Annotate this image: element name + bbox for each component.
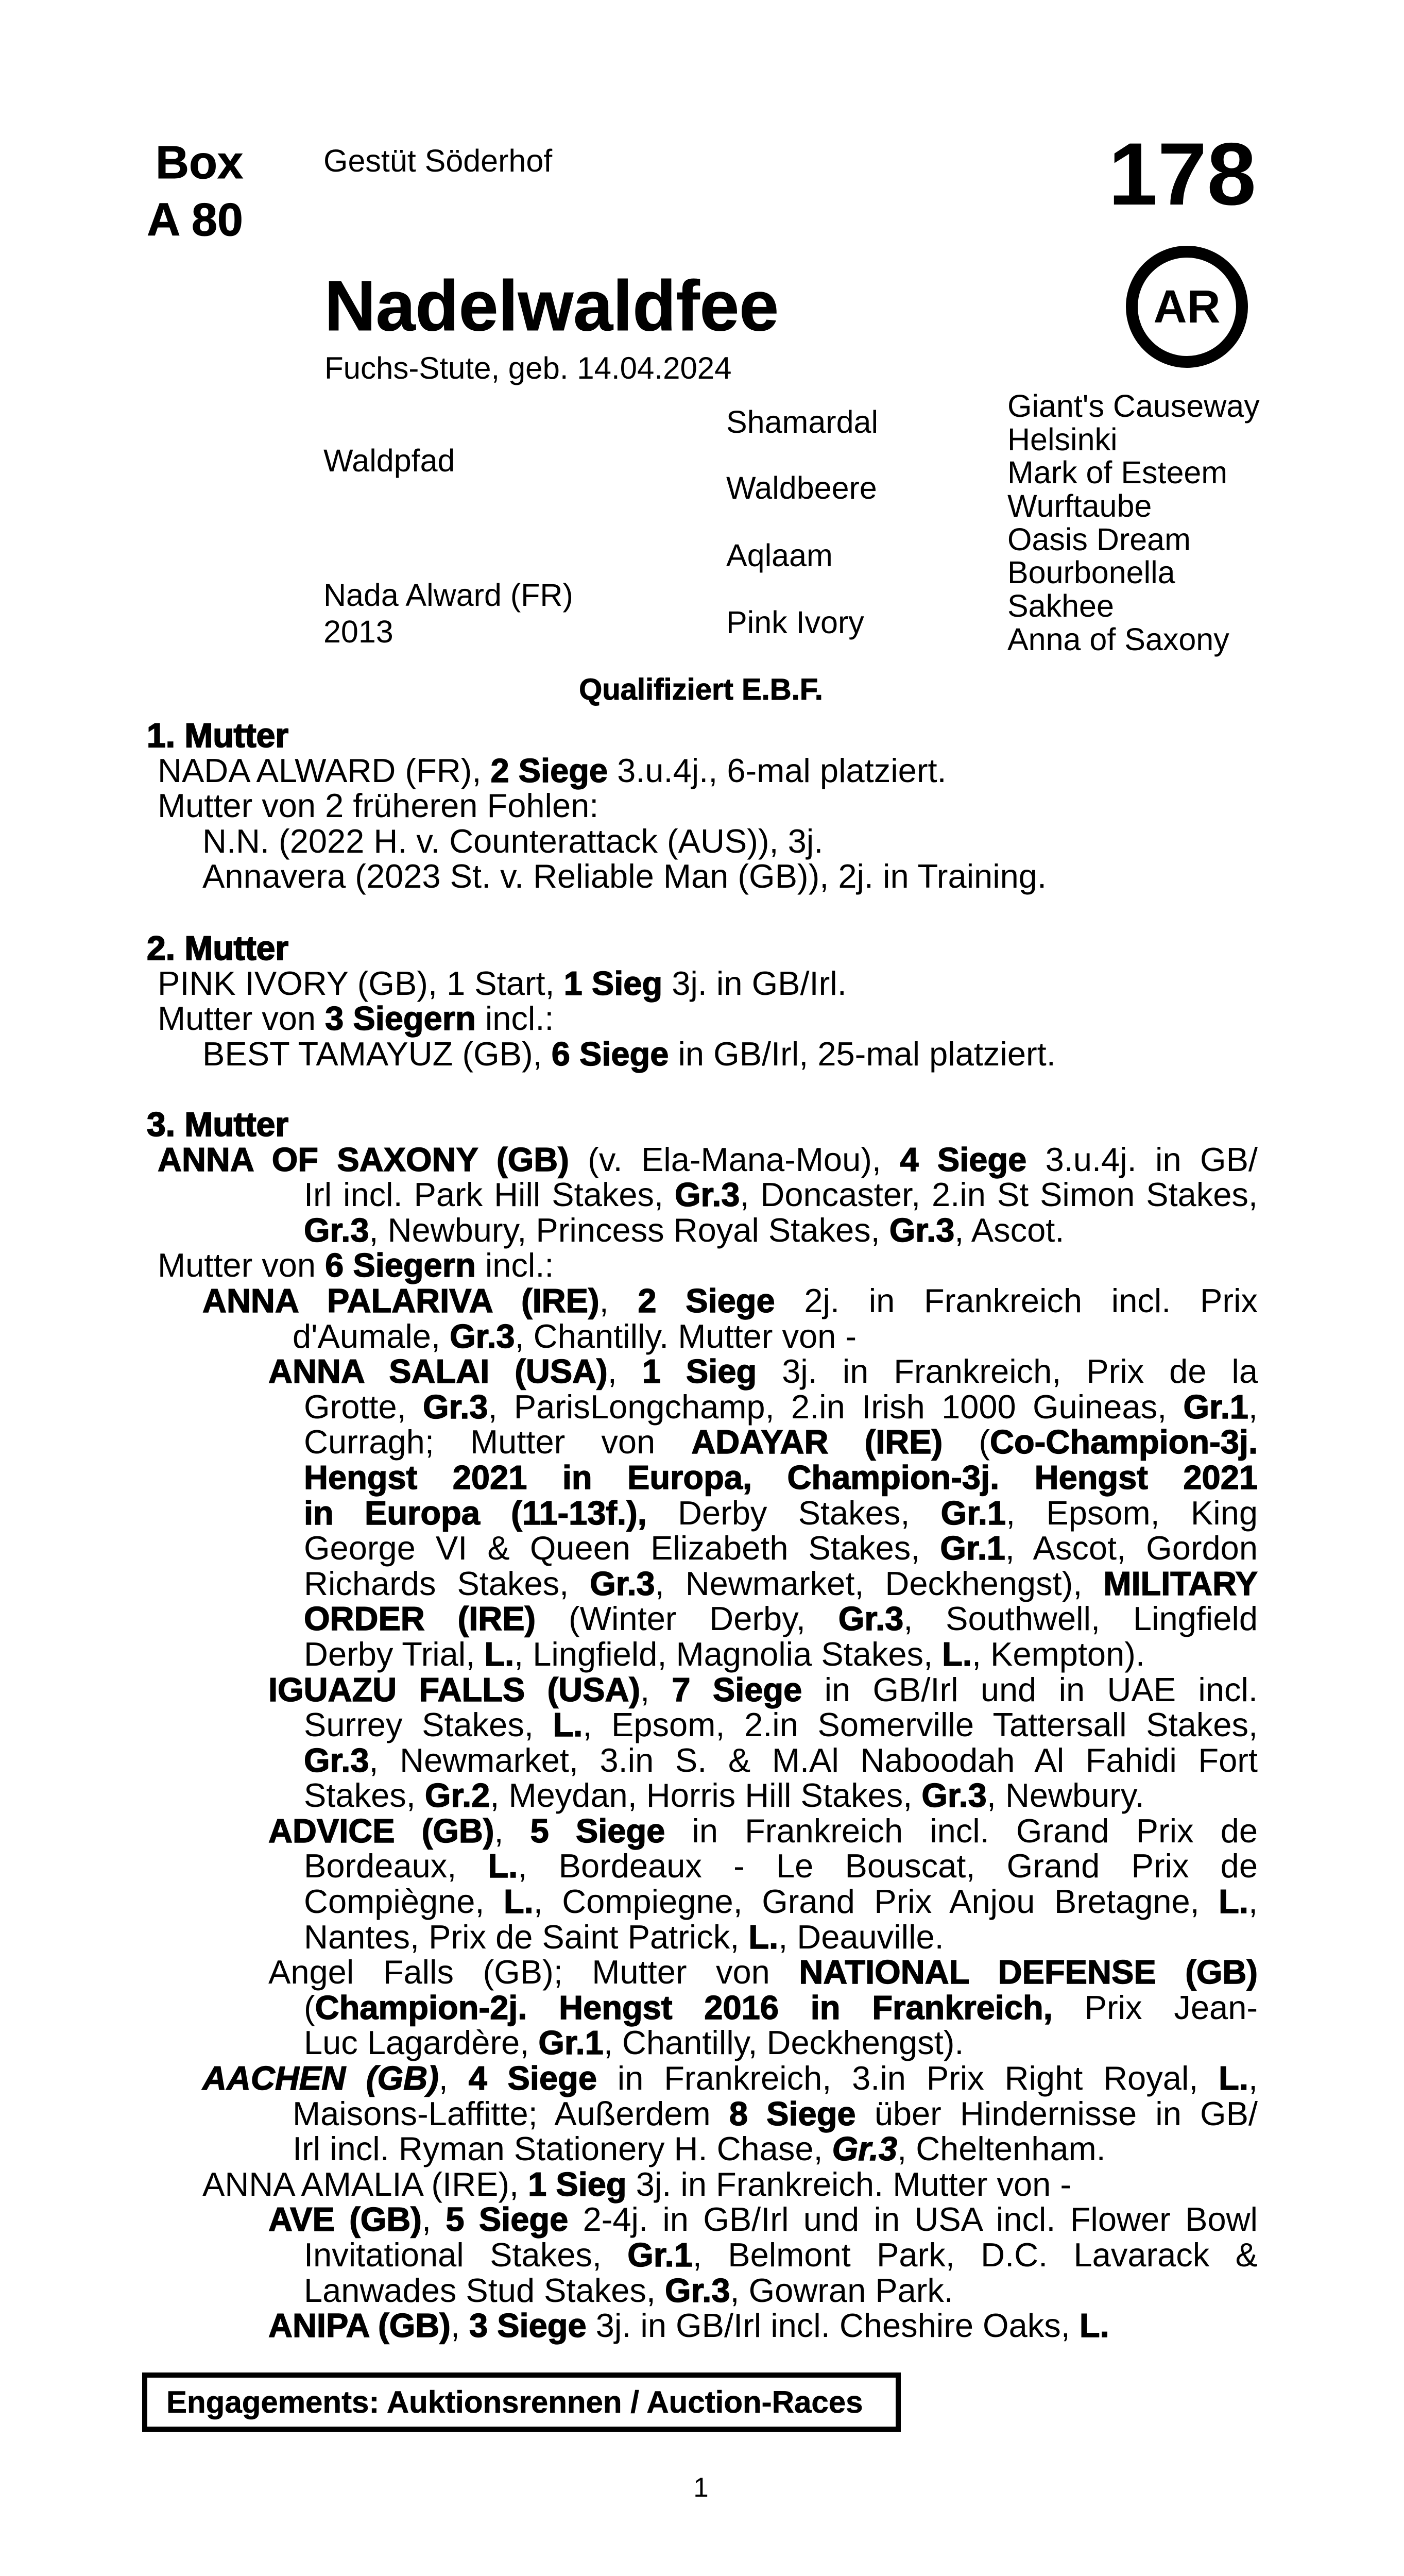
line-content [268, 2307, 1109, 2344]
text-line [0, 1884, 1258, 1920]
bold-text-run: Gr.1 [940, 1529, 1005, 1567]
text-run: in GB/Irl und in UAE incl. [802, 1670, 1258, 1708]
box-number: A 80 [147, 194, 243, 246]
bold-text-run: 2 Siege [638, 1281, 775, 1319]
text-line [0, 2273, 1258, 2309]
badge-label: AR [1153, 281, 1221, 333]
text-run: Irl incl. Park Hill Stakes, [304, 1176, 675, 1214]
text-line [0, 1354, 1258, 1389]
text-line [0, 1778, 1258, 1814]
text-run: , Cheltenham. [897, 2130, 1106, 2168]
text-run: , ParisLongchamp, 2.in Irish 1000 Guineas, [488, 1387, 1184, 1426]
bold-text-run: Gr.1 [627, 2236, 693, 2274]
bold-text-run: L. [503, 1883, 534, 1921]
text-line [0, 1601, 1258, 1637]
text-run: , Southwell, Lingfield [903, 1600, 1258, 1638]
text-run: , [421, 2200, 446, 2239]
section-heading: 3. Mutter [147, 1105, 289, 1143]
text-run: , [1248, 1387, 1258, 1426]
line-content [304, 1494, 1258, 1532]
bold-text-run: Gr.3 [665, 2271, 730, 2309]
text-line [0, 1955, 1258, 1990]
text-line [0, 1849, 1258, 1884]
text-run: in Frankreich, 3.in Prix Right Royal, [596, 2059, 1219, 2097]
section-heading: 2. Mutter [147, 929, 289, 967]
bold-text-run: 1 Sieg [563, 964, 663, 1002]
line-content [304, 1600, 1258, 1637]
text-run: Stakes, [304, 1776, 425, 1815]
line-content [304, 1388, 1258, 1426]
text-run: Surrey Stakes, [304, 1706, 553, 1744]
line-content [304, 1459, 1258, 1496]
bold-text-run: ANNA SALAI (USA) [268, 1352, 608, 1391]
text-run: , Doncaster, 2.in St Simon Stakes, [740, 1176, 1258, 1214]
text-run: in GB/Irl, 25-mal platziert. [669, 1035, 1056, 1073]
pedigree-sire: Waldpfad [323, 443, 455, 478]
line-content [304, 1529, 1258, 1567]
line-content [304, 1883, 1258, 1920]
bold-text-run: MILITARY [1103, 1564, 1258, 1602]
bold-text-run: AACHEN (GB) [202, 2059, 439, 2097]
bold-text-run: Gr.2 [424, 1776, 490, 1815]
bold-text-run: 5 Siege [446, 2200, 569, 2239]
text-run: , Deauville. [778, 1918, 944, 1956]
text-line [0, 1001, 1258, 1037]
text-run: 3.u.4j. in GB/ [1026, 1140, 1258, 1178]
text-run: Nantes, Prix de Saint Patrick, [304, 1918, 749, 1956]
line-content [202, 1282, 1258, 1319]
text-run: , Chantilly, Deckhengst). [603, 2024, 964, 2062]
line-content [304, 1706, 1258, 1743]
text-run: , Ascot. [954, 1211, 1065, 1249]
text-line [0, 1637, 1258, 1672]
text-run: , [494, 1811, 530, 1850]
bold-text-run: Gr.1 [940, 1494, 1006, 1532]
text-run: incl.: [475, 999, 554, 1038]
line-content [158, 999, 554, 1037]
section-second-dam [0, 930, 1258, 1072]
bold-text-run: ANIPA (GB) [268, 2307, 451, 2345]
text-line [0, 1672, 1258, 1708]
pedigree-gen2-sire-sire: Shamardal [726, 404, 878, 439]
line-content [202, 822, 823, 860]
bold-text-run: ORDER (IRE) [304, 1600, 536, 1638]
text-line [0, 1037, 1258, 1072]
text-line [0, 2025, 1258, 2061]
bold-text-run: L. [484, 1635, 515, 1673]
text-run: , Compiegne, Grand Prix Anjou Bretagne, [533, 1883, 1219, 1921]
bold-text-run: L. [553, 1706, 583, 1744]
line-content [304, 1989, 1258, 2026]
pedigree-gen3-entry: Wurftaube [1007, 488, 1152, 524]
bold-text-run: Hengst 2021 in Europa, Champion-3j. Hengst 2021 [304, 1458, 1258, 1496]
bold-text-run: Co-Champion-3j. [990, 1423, 1258, 1461]
text-run: (v. Ela-Mana-Mou), [569, 1140, 900, 1178]
text-run: d'Aumale, [293, 1317, 450, 1355]
line-content [293, 2095, 1258, 2132]
text-run: , [1248, 2059, 1258, 2097]
text-line [0, 1213, 1258, 1248]
bold-text-run: Gr.3 [590, 1564, 655, 1602]
text-run: , Ascot, Gordon [1005, 1529, 1258, 1567]
auction-race-badge-icon [1126, 246, 1248, 368]
bold-text-run: 7 Siege [672, 1670, 802, 1708]
pedigree-dam: Nada Alward (FR) [323, 578, 573, 613]
text-run: , Chantilly. Mutter von - [515, 1317, 857, 1355]
text-run: Grotte, [304, 1387, 423, 1426]
section-first-dam [0, 718, 1258, 894]
text-line [0, 2238, 1258, 2273]
text-line [0, 966, 1258, 1002]
bold-text-run: 1 Sieg [528, 2165, 627, 2203]
text-run: Mutter von 2 früheren Fohlen: [158, 787, 599, 825]
text-run: Mutter von [158, 1246, 326, 1284]
text-run: , Newmarket, Deckhengst), [655, 1564, 1104, 1602]
text-line [0, 1811, 1258, 1850]
text-line [0, 2308, 1258, 2344]
bold-text-run: Gr.3 [832, 2130, 898, 2168]
bold-text-run: 8 Siege [729, 2094, 856, 2132]
text-run: (Winter Derby, [536, 1600, 838, 1638]
pedigree-gen3-entry: Bourbonella [1007, 555, 1175, 590]
pedigree-gen2-sire-dam: Waldbeere [726, 470, 877, 505]
line-content [202, 2059, 1258, 2097]
text-line [0, 1990, 1258, 2026]
text-run: NADA ALWARD (FR), [158, 751, 491, 789]
engagements-box [142, 2372, 901, 2432]
line-content [202, 857, 1047, 895]
text-run: , Epsom, King [1006, 1494, 1258, 1532]
text-line [0, 753, 1258, 789]
text-run: , [450, 2307, 469, 2345]
bold-text-run: Champion-2j. Hengst 2016 in Frankreich, [315, 1988, 1053, 2026]
pedigree-gen2-dam-sire: Aqlaam [726, 538, 833, 573]
line-content [202, 1035, 1056, 1073]
text-run: , Gowran Park. [730, 2271, 953, 2309]
text-run: ( [304, 1988, 315, 2026]
bold-text-run: 3 Siegern [325, 999, 476, 1038]
text-run: in Frankreich incl. Grand Prix de [665, 1811, 1258, 1850]
line-content [158, 752, 947, 789]
text-run: , [1248, 1883, 1258, 1921]
text-run: , Bordeaux - Le Bouscat, Grand Prix de [518, 1847, 1258, 1885]
line-content [304, 1918, 944, 1956]
bold-text-run: 5 Siege [530, 1811, 665, 1850]
text-line [0, 1425, 1258, 1460]
bold-text-run: 6 Siegern [325, 1246, 476, 1284]
text-run: ( [943, 1423, 990, 1461]
text-line [0, 1248, 1258, 1283]
text-run: , Newbury. [986, 1776, 1144, 1815]
text-run: ANNA AMALIA (IRE), [202, 2165, 528, 2203]
horse-info: Fuchs-Stute, geb. 14.04.2024 [324, 351, 732, 385]
section-third-dam [0, 1107, 1258, 2344]
text-run: Invitational Stakes, [304, 2236, 628, 2274]
text-run: Luc Lagardère, [304, 2024, 539, 2062]
text-line [0, 2061, 1258, 2096]
bold-text-run: 4 Siege [900, 1140, 1027, 1178]
line-content [158, 964, 847, 1002]
bold-text-run: Gr.3 [838, 1600, 904, 1638]
text-line [0, 2096, 1258, 2132]
text-run: Angel Falls (GB); Mutter von [268, 1953, 799, 1991]
line-content [304, 1741, 1258, 1779]
bold-text-run: Gr.3 [304, 1741, 369, 1779]
text-run: , Meydan, Horris Hill Stakes, [490, 1776, 922, 1815]
line-content [293, 2130, 1106, 2167]
text-line [0, 1496, 1258, 1531]
bold-text-run: Gr.3 [889, 1211, 955, 1249]
bold-text-run: 1 Sieg [642, 1352, 757, 1391]
text-run: Derby Trial, [304, 1635, 485, 1673]
lot-number: 178 [1108, 125, 1256, 224]
line-content [158, 1246, 554, 1284]
line-content [304, 2236, 1258, 2274]
text-run: über Hindernisse in GB/ [855, 2094, 1258, 2132]
text-run: Curragh; Mutter von [304, 1423, 692, 1461]
text-run: BEST TAMAYUZ (GB), [202, 1035, 552, 1073]
page-number: 1 [693, 2472, 709, 2503]
pedigree-gen2-dam-dam: Pink Ivory [726, 605, 864, 640]
bold-text-run: 4 Siege [468, 2059, 597, 2097]
box-label: Box [155, 137, 243, 189]
bold-text-run: L. [1079, 2307, 1109, 2345]
text-run: Bordeaux, [304, 1847, 488, 1885]
bold-text-run: ADVICE (GB) [268, 1811, 494, 1850]
line-content [304, 1423, 1258, 1461]
pedigree-gen3-entry: Giant's Causeway [1007, 388, 1260, 423]
text-line [0, 1283, 1258, 1319]
text-run: Richards Stakes, [304, 1564, 590, 1602]
text-line [0, 1531, 1258, 1566]
bold-text-run: NATIONAL DEFENSE (GB) [799, 1953, 1258, 1991]
text-line [0, 1566, 1258, 1602]
text-line [0, 788, 1258, 824]
engagements-label: Engagements: Auktionsrennen / Auction-Races [166, 2384, 863, 2419]
text-line [0, 1319, 1258, 1354]
text-line [0, 1920, 1258, 1955]
pedigree-gen3-entry: Oasis Dream [1007, 521, 1191, 557]
text-run: N.N. (2022 H. v. Counterattack (AUS)), 3j. [202, 822, 824, 860]
text-run: Annavera (2023 St. v. Reliable Man (GB)), 2j. in Training. [202, 857, 1047, 895]
bold-text-run: ANNA OF SAXONY (GB) [158, 1140, 569, 1178]
text-run: Prix Jean- [1052, 1988, 1258, 2026]
text-run: , Belmont Park, D.C. Lavarack & [692, 2236, 1258, 2274]
text-line [0, 2202, 1258, 2238]
pedigree-gen3-entry: Anna of Saxony [1007, 621, 1229, 657]
bold-text-run: Gr.3 [450, 1317, 515, 1355]
horse-name: Nadelwaldfee [324, 266, 779, 346]
bold-text-run: AVE (GB) [268, 2200, 422, 2239]
text-run: , [607, 1352, 642, 1391]
pedigree-gen3-entry: Mark of Esteem [1007, 455, 1228, 490]
text-run: 3.u.4j., 6-mal platziert. [608, 751, 947, 789]
line-content [158, 1141, 1258, 1178]
line-content [304, 2024, 964, 2061]
text-run: 2j. in Frankreich incl. Prix [775, 1281, 1258, 1319]
bold-text-run: Gr.3 [304, 1211, 369, 1249]
text-run: Compiègne, [304, 1883, 504, 1921]
text-run: 3j. in Frankreich, Prix de la [757, 1352, 1258, 1391]
line-content [304, 1211, 1064, 1249]
bold-text-run: Gr.3 [674, 1176, 740, 1214]
text-run: , [640, 1670, 672, 1708]
text-line [0, 1177, 1258, 1213]
text-line [0, 2167, 1258, 2202]
text-run: Mutter von [158, 999, 326, 1038]
pedigree-gen3-entry: Helsinki [1007, 421, 1118, 457]
text-run: Maisons-Laffitte; Außerdem [293, 2094, 729, 2132]
bold-text-run: in Europa (11-13f.), [304, 1494, 647, 1532]
line-content [268, 2200, 1258, 2238]
line-content [268, 1812, 1258, 1850]
pedigree-gen3 [1007, 389, 1260, 656]
bold-text-run: Gr.1 [538, 2024, 604, 2062]
line-content [304, 1565, 1258, 1602]
text-run: 3j. in GB/Irl. [662, 964, 847, 1002]
section-heading: 1. Mutter [147, 716, 289, 754]
text-line [0, 1707, 1258, 1743]
text-line [0, 824, 1258, 859]
text-run: , [599, 1281, 638, 1319]
bold-text-run: 6 Siege [551, 1035, 669, 1073]
text-run: Irl incl. Ryman Stationery H. Chase, [293, 2130, 832, 2168]
text-run: , [438, 2059, 469, 2097]
bold-text-run: Gr.3 [921, 1776, 987, 1815]
text-run: incl.: [475, 1246, 554, 1284]
bold-text-run: ANNA PALARIVA (IRE) [202, 1281, 600, 1319]
text-run: George VI & Queen Elizabeth Stakes, [304, 1529, 940, 1567]
line-content [268, 1953, 1258, 1991]
box-location [129, 137, 243, 254]
line-content [268, 1352, 1258, 1390]
text-run: , Lingfield, Magnolia Stakes, [514, 1635, 943, 1673]
text-run: 3j. in GB/Irl incl. Cheshire Oaks, [586, 2307, 1080, 2345]
text-run: , Kempton). [971, 1635, 1145, 1673]
bold-text-run: IGUAZU FALLS (USA) [268, 1670, 641, 1708]
bold-text-run: ADAYAR (IRE) [691, 1423, 943, 1461]
line-content [304, 1847, 1258, 1885]
text-line [0, 1743, 1258, 1778]
text-line [0, 1142, 1258, 1178]
pedigree-dam-year: 2013 [323, 614, 393, 649]
bold-text-run: L. [488, 1847, 518, 1885]
text-line [0, 1389, 1258, 1425]
line-content [268, 1671, 1258, 1708]
line-content [304, 1176, 1258, 1213]
line-content [202, 2165, 1071, 2203]
text-line [0, 2131, 1258, 2167]
text-run: PINK IVORY (GB), 1 Start, [158, 964, 564, 1002]
line-content [158, 787, 598, 824]
bold-text-run: L. [748, 1918, 779, 1956]
qualification-note: Qualifiziert E.B.F. [579, 673, 823, 706]
bold-text-run: L. [1219, 1883, 1248, 1921]
text-run: , Newmarket, 3.in S. & M.Al Naboodah Al Fahidi Fort [369, 1741, 1258, 1779]
line-content [304, 2272, 953, 2309]
bold-text-run: L. [942, 1635, 972, 1673]
bold-text-run: 2 Siege [490, 751, 608, 789]
text-run: Derby Stakes, [646, 1494, 941, 1532]
bold-text-run: Gr.3 [422, 1387, 488, 1426]
breeder-name: Gestüt Söderhof [323, 143, 553, 178]
text-run: , Epsom, 2.in Somerville Tattersall Stakes, [583, 1706, 1258, 1744]
text-run: 3j. in Frankreich. Mutter von - [626, 2165, 1071, 2203]
pedigree-gen3-entry: Sakhee [1007, 588, 1114, 624]
text-run: 2-4j. in GB/Irl und in USA incl. Flower Bowl [568, 2200, 1258, 2239]
bold-text-run: 3 Siege [469, 2307, 587, 2345]
text-run: Lanwades Stud Stakes, [304, 2271, 665, 2309]
bold-text-run: L. [1219, 2059, 1248, 2097]
bold-text-run: Gr.1 [1183, 1387, 1248, 1426]
line-content [304, 1776, 1144, 1814]
text-line [0, 1460, 1258, 1496]
line-content [304, 1635, 1145, 1673]
text-line [0, 859, 1258, 894]
line-content [293, 1317, 857, 1355]
text-run: , Newbury, Princess Royal Stakes, [369, 1211, 889, 1249]
